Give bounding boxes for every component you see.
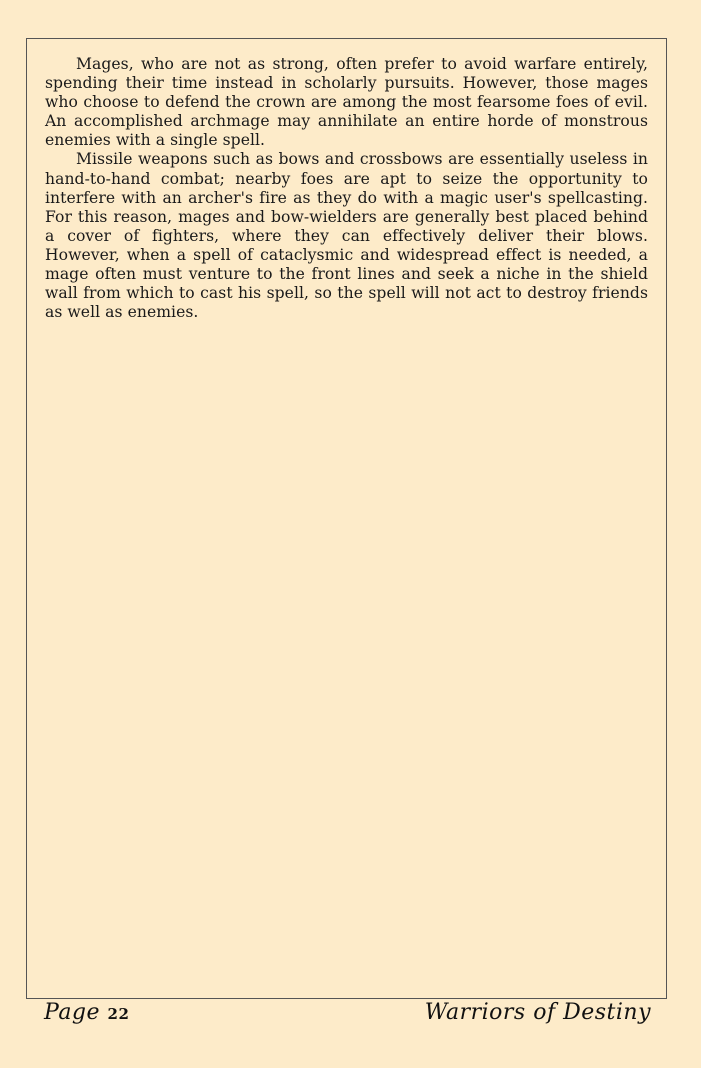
page-footer-left	[44, 1000, 129, 1025]
paragraph-2: Missile weapons such as bows and crossbows are essentially useless in hand-to-hand combat; nearby foes are apt to seize the opportunity to interfere with an archer's fire as they do with a magic user's spellcasting. For this reason, mages and bow-wielders are generally best placed behind a cover of fighters, where they can effectively deliver their blows. However, when a spell of cataclysmic and widespread effect is needed, a mage often must venture to the front lines and seek a niche in the shield wall from which to cast his spell, so the spell will not act to destroy friends as well as enemies.	[45, 150, 648, 322]
body-text	[45, 55, 648, 322]
page-number: 22	[107, 1005, 130, 1023]
paragraph-1: Mages, who are not as strong, often prefer to avoid warfare entirely, spending their time instead in scholarly pursuits. However, those mages who choose to defend the crown are among the most fearsome foes of evil. An accomplished archmage may annihilate an entire horde of monstrous enemies with a single spell.	[45, 55, 648, 150]
book-title: Warriors of Destiny	[424, 1000, 651, 1025]
page-label: Page	[44, 1000, 101, 1025]
